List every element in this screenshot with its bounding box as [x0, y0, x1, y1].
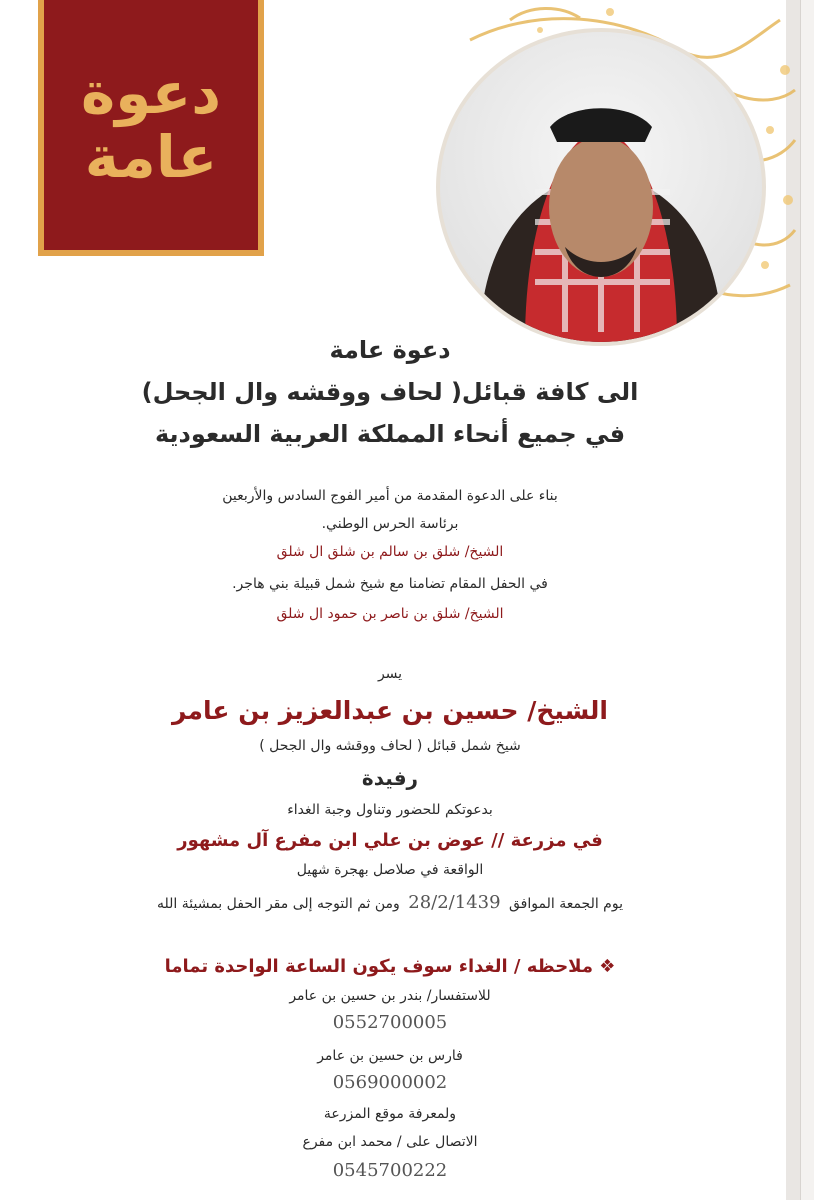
region-line: في جميع أنحاء المملكة العربية السعودية — [154, 420, 626, 448]
contact-1-phone[interactable]: 0552700005 — [332, 1012, 448, 1033]
contact-3-phone[interactable]: 0545700222 — [332, 1160, 448, 1181]
banner-line-1: دعوة — [81, 59, 221, 127]
date-line — [40, 892, 740, 913]
invitation-title: دعوة عامة — [329, 336, 451, 364]
contact-3-label: الاتصال على / محمد ابن مفرع — [302, 1134, 478, 1150]
intro-sheikh-1: الشيخ/ شلق بن سالم بن شلق ال شلق — [276, 544, 504, 560]
host-title: شيخ شمل قبائل ( لحاف ووقشه وال الجحل ) — [259, 738, 521, 754]
lunch-note: ❖ ملاحظه / الغداء سوف يكون الساعة الواحدة تماما — [164, 956, 616, 977]
host-place: رفيدة — [361, 766, 419, 790]
intro-line-2: برئاسة الحرس الوطني. — [321, 516, 459, 532]
intro-sheikh-2: الشيخ/ شلق بن ناصر بن حمود ال شلق — [276, 606, 504, 622]
event-date: 28/2/1439 — [408, 892, 501, 913]
intro-line-1: بناء على الدعوة المقدمة من أمير الفوج السادس والأربعين — [222, 488, 558, 504]
yasur-text: يسر — [377, 666, 403, 682]
intro-line-4: في الحفل المقام تضامنا مع شيخ شمل قبيلة بني هاجر. — [232, 576, 548, 592]
date-prefix: يوم الجمعة الموافق — [509, 896, 623, 912]
invite-line: بدعوتكم للحضور وتناول وجبة الغداء — [287, 802, 493, 818]
contact-2-phone[interactable]: 0569000002 — [332, 1072, 448, 1093]
farm-location-label: ولمعرفة موقع المزرعة — [323, 1106, 457, 1122]
portrait-photo — [436, 28, 766, 346]
host-name: الشيخ/ حسين بن عبدالعزيز بن عامر — [172, 696, 608, 725]
tribes-line: الى كافة قبائل( لحاف ووقشه وال الجحل) — [141, 378, 639, 406]
farm-line: في مزرعة // عوض بن علي ابن مفرع آل مشهور — [177, 830, 603, 851]
portrait-figure-icon — [440, 32, 762, 342]
title-banner — [38, 0, 264, 256]
contact-1-label: للاستفسار/ بندر بن حسين بن عامر — [289, 988, 491, 1004]
location-line: الواقعة في صلاصل بهجرة شهيل — [296, 862, 484, 878]
date-suffix: ومن ثم التوجه إلى مقر الحفل بمشيئة الله — [157, 896, 400, 912]
contact-2-label: فارس بن حسين بن عامر — [317, 1048, 463, 1064]
banner-line-2: عامة — [84, 123, 218, 191]
